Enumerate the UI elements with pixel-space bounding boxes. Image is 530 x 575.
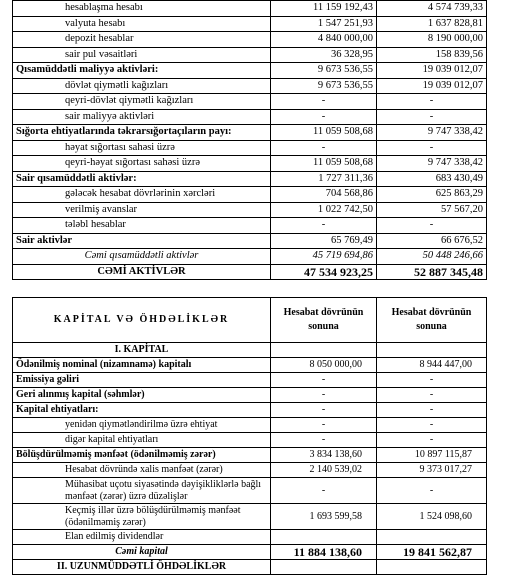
table-row (13, 1, 487, 17)
row-value-period-2 (377, 560, 487, 575)
table-row (13, 264, 487, 280)
table-row (13, 504, 487, 530)
row-label: sair maliyyə aktivləri (13, 109, 271, 125)
row-value-period-2: 57 567,20 (377, 202, 487, 218)
table-row (13, 403, 487, 418)
row-value-period-1: 9 673 536,55 (271, 63, 377, 79)
row-label: Ödənilmiş nominal (nizamnamə) kapitalı (13, 358, 271, 373)
row-value-period-1: - (271, 218, 377, 234)
table-row (13, 448, 487, 463)
row-label: valyuta hesabı (13, 16, 271, 32)
row-label: digər kapital ehtiyatları (13, 433, 271, 448)
row-value-period-2: 9 373 017,27 (377, 463, 487, 478)
column-header-period-end-2: Hesabat dövrünün sonuna (377, 298, 487, 343)
row-value-period-1: - (271, 109, 377, 125)
row-label: CƏMİ AKTİVLƏR (13, 264, 271, 280)
row-value-period-1: - (271, 94, 377, 110)
row-value-period-2: 8 944 447,00 (377, 358, 487, 373)
row-value-period-2: 50 448 246,66 (377, 249, 487, 265)
row-label: Qısamüddətli maliyyə aktivləri: (13, 63, 271, 79)
row-value-period-2: 9 747 338,42 (377, 125, 487, 141)
row-value-period-2: - (377, 373, 487, 388)
row-value-period-2: 19 039 012,07 (377, 78, 487, 94)
row-label: Emissiya gəliri (13, 373, 271, 388)
row-value-period-1: 704 568,86 (271, 187, 377, 203)
row-value-period-2 (377, 343, 487, 358)
table-row (13, 545, 487, 560)
table-row (13, 233, 487, 249)
row-label: Sığorta ehtiyatlarında təkrarsığortaçıların payı: (13, 125, 271, 141)
row-value-period-1: 45 719 694,86 (271, 249, 377, 265)
table-row (13, 171, 487, 187)
table-row (13, 478, 487, 504)
row-value-period-1: 11 059 508,68 (271, 156, 377, 172)
table-row (13, 78, 487, 94)
row-label: sair pul vəsaitləri (13, 47, 271, 63)
row-value-period-1: 11 159 192,43 (271, 1, 377, 17)
row-value-period-1: 1 693 599,58 (271, 504, 377, 530)
row-label: Bölüşdürülməmiş mənfəət (ödənilməmiş zərər) (13, 448, 271, 463)
row-value-period-2: - (377, 94, 487, 110)
row-label: Mühasibat uçotu siyasətində dəyişikliklərlə bağlı mənfəət (zərər) üzrə düzəlişlər (13, 478, 271, 504)
row-value-period-2: 1 524 098,60 (377, 504, 487, 530)
table-row (13, 140, 487, 156)
row-value-period-1: - (271, 373, 377, 388)
table-row (13, 63, 487, 79)
table-row (13, 388, 487, 403)
row-label: yenidən qiymətləndirilmə üzrə ehtiyat (13, 418, 271, 433)
row-value-period-2: - (377, 478, 487, 504)
capital-liabilities-header-row (13, 298, 487, 343)
column-header-period-end-1: Hesabat dövrünün sonuna (271, 298, 377, 343)
row-value-period-1: 65 769,49 (271, 233, 377, 249)
row-value-period-2 (377, 530, 487, 545)
row-value-period-1: 47 534 923,25 (271, 264, 377, 280)
capital-liabilities-table (12, 297, 487, 575)
row-value-period-1 (271, 530, 377, 545)
row-value-period-1: 11 884 138,60 (271, 545, 377, 560)
row-label: II. UZUNMÜDDƏTLİ ÖHDƏLİKLƏR (13, 560, 271, 575)
row-value-period-1: 4 840 000,00 (271, 32, 377, 48)
table-row (13, 218, 487, 234)
row-value-period-2: - (377, 109, 487, 125)
row-value-period-2: 4 574 739,33 (377, 1, 487, 17)
row-value-period-1: 1 727 311,36 (271, 171, 377, 187)
table-row (13, 358, 487, 373)
row-label: Elan edilmiş dividendlər (13, 530, 271, 545)
row-value-period-1: - (271, 433, 377, 448)
row-label: Hesabat dövründə xalis mənfəət (zərər) (13, 463, 271, 478)
table-row (13, 463, 487, 478)
row-value-period-1: 2 140 539,02 (271, 463, 377, 478)
table-row (13, 32, 487, 48)
row-value-period-1: - (271, 388, 377, 403)
table-row (13, 94, 487, 110)
row-value-period-2: 158 839,56 (377, 47, 487, 63)
table-row (13, 343, 487, 358)
row-value-period-2: 19 039 012,07 (377, 63, 487, 79)
table-row (13, 249, 487, 265)
row-value-period-1: 3 834 138,60 (271, 448, 377, 463)
row-label: Sair aktivlər (13, 233, 271, 249)
table-row (13, 156, 487, 172)
capital-liabilities-title: KAPİTAL VƏ ÖHDƏLİKLƏR (13, 298, 271, 343)
table-row (13, 47, 487, 63)
row-value-period-2: 9 747 338,42 (377, 156, 487, 172)
row-label: tələbl hesablar (13, 218, 271, 234)
assets-table (12, 0, 487, 280)
table-row (13, 560, 487, 575)
row-value-period-2: - (377, 403, 487, 418)
row-value-period-2: - (377, 218, 487, 234)
row-label: hesablaşma hesabı (13, 1, 271, 17)
row-value-period-2: 683 430,49 (377, 171, 487, 187)
table-row (13, 433, 487, 448)
row-value-period-2: - (377, 418, 487, 433)
table-row (13, 373, 487, 388)
row-value-period-2: 52 887 345,48 (377, 264, 487, 280)
row-value-period-2: 66 676,52 (377, 233, 487, 249)
row-value-period-1 (271, 560, 377, 575)
row-value-period-2: - (377, 140, 487, 156)
row-label: Sair qısamüddətli aktivlər: (13, 171, 271, 187)
row-label: gələcək hesabat dövrlərinin xərcləri (13, 187, 271, 203)
table-row (13, 125, 487, 141)
row-value-period-1: 1 022 742,50 (271, 202, 377, 218)
row-value-period-1: - (271, 403, 377, 418)
row-label: dövlət qiymətli kağızları (13, 78, 271, 94)
row-value-period-1: 36 328,95 (271, 47, 377, 63)
row-label: verilmiş avanslar (13, 202, 271, 218)
row-label: Keçmiş illər üzrə bölüşdürülməmiş mənfəət (ödənilməmiş zərər) (13, 504, 271, 530)
row-label: Geri alınmış kapital (səhmlər) (13, 388, 271, 403)
row-label: qeyri-həyat sığortası sahəsi üzrə (13, 156, 271, 172)
table-row (13, 16, 487, 32)
row-label: Cəmi kapital (13, 545, 271, 560)
table-row (13, 530, 487, 545)
row-label: Kapital ehtiyatları: (13, 403, 271, 418)
row-value-period-1: - (271, 140, 377, 156)
table-row (13, 202, 487, 218)
row-value-period-1: 8 050 000,00 (271, 358, 377, 373)
row-value-period-2: 8 190 000,00 (377, 32, 487, 48)
row-value-period-2: - (377, 388, 487, 403)
row-value-period-1: 9 673 536,55 (271, 78, 377, 94)
table-row (13, 418, 487, 433)
row-value-period-1: 11 059 508,68 (271, 125, 377, 141)
row-value-period-2: - (377, 433, 487, 448)
row-value-period-2: 19 841 562,87 (377, 545, 487, 560)
row-label: I. KAPİTAL (13, 343, 271, 358)
row-value-period-1: - (271, 418, 377, 433)
row-value-period-1: 1 547 251,93 (271, 16, 377, 32)
row-value-period-2: 625 863,29 (377, 187, 487, 203)
row-label: depozit hesablar (13, 32, 271, 48)
row-label: Cəmi qısamüddətli aktivlər (13, 249, 271, 265)
row-value-period-2: 10 897 115,87 (377, 448, 487, 463)
row-label: qeyri-dövlət qiymətli kağızları (13, 94, 271, 110)
row-value-period-1 (271, 343, 377, 358)
row-label: həyat sığortası sahəsi üzrə (13, 140, 271, 156)
row-value-period-2: 1 637 828,81 (377, 16, 487, 32)
table-row (13, 187, 487, 203)
table-row (13, 109, 487, 125)
row-value-period-1: - (271, 478, 377, 504)
